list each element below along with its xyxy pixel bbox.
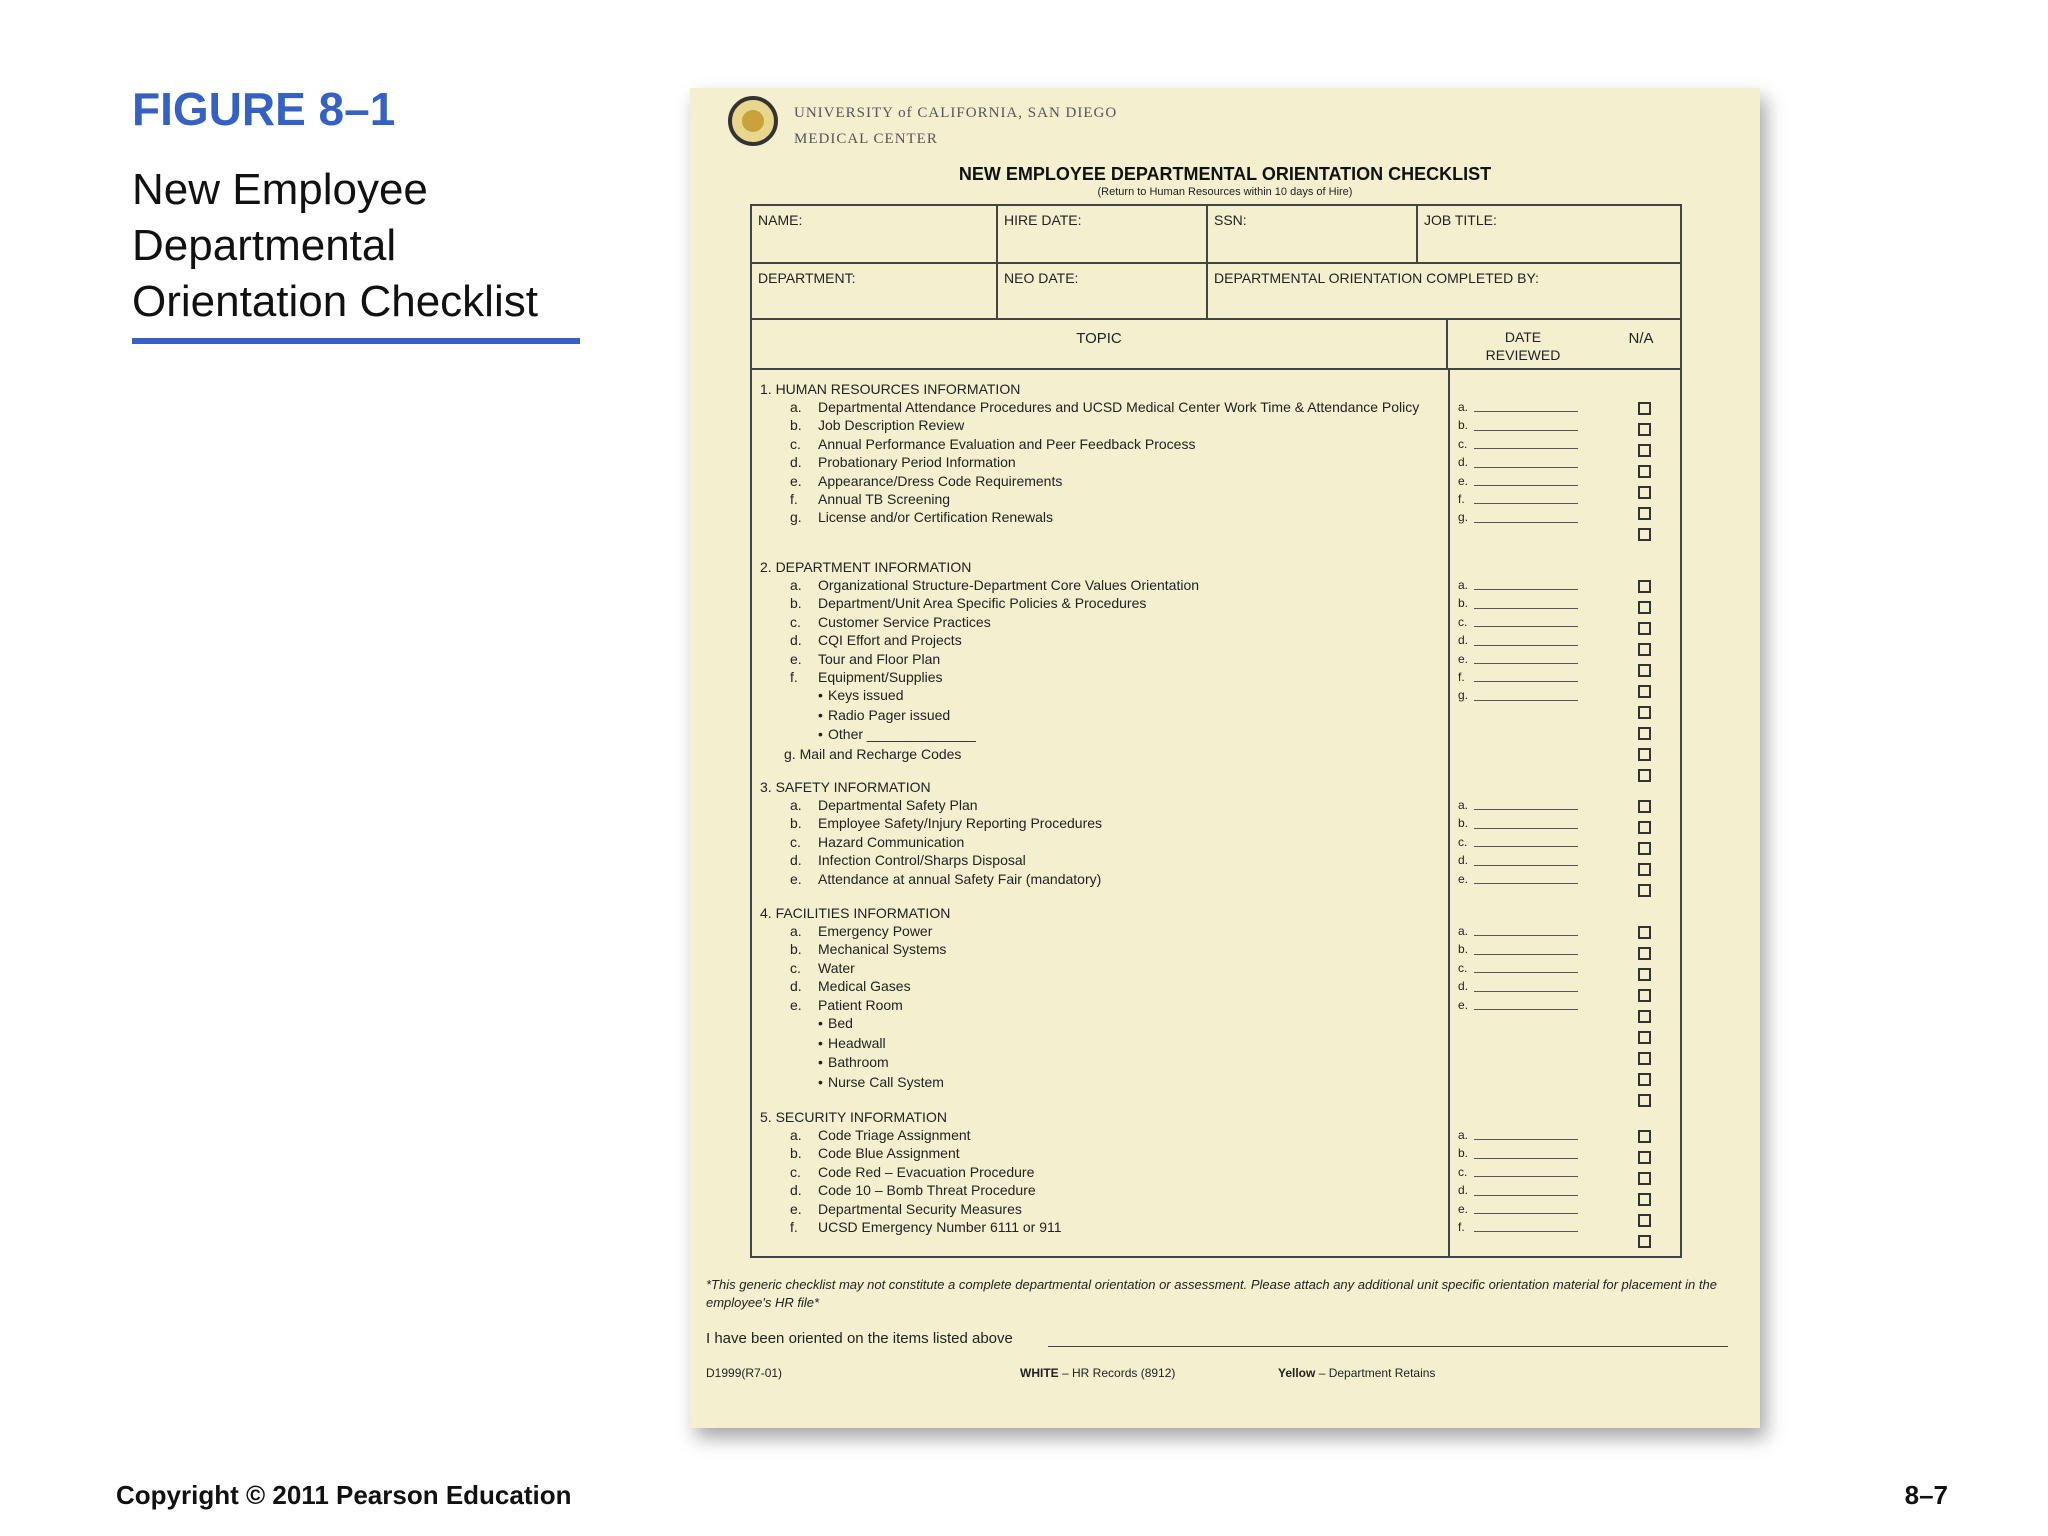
checklist-item [760, 650, 1450, 668]
na-checkbox[interactable] [1638, 444, 1651, 457]
section-title: 5. SECURITY INFORMATION [760, 1109, 947, 1125]
item-letter: a. [790, 399, 802, 415]
item-letter: a. [790, 797, 802, 813]
date-field[interactable] [1458, 594, 1578, 612]
checklist-item [760, 1200, 1450, 1218]
item-text: Equipment/Supplies [818, 669, 943, 686]
date-field[interactable] [1458, 796, 1578, 814]
item-letter: e. [790, 1200, 802, 1217]
title-underline [132, 338, 580, 344]
na-checkboxes [1638, 402, 1652, 549]
sub-item: • Radio Pager issued [760, 706, 1450, 726]
na-checkbox[interactable] [1638, 1052, 1651, 1065]
date-letter: e. [1458, 651, 1469, 666]
date-letter: b. [1458, 1146, 1469, 1161]
date-field[interactable] [1458, 576, 1578, 594]
document-subtitle: (Return to Human Resources within 10 days of Hire) [1097, 186, 1353, 198]
item-text: Code Red – Evacuation Procedure [818, 1163, 1035, 1180]
na-checkbox[interactable] [1638, 664, 1651, 677]
footer-note: *This generic checklist may not constitute a complete departmental orientation or assessment. Please attach any additional unit specific orientation material for placement in the employee's HR file* [706, 1277, 1717, 1310]
item-text: Water [818, 959, 855, 976]
na-checkbox[interactable] [1638, 968, 1651, 981]
date-field[interactable] [1458, 650, 1578, 668]
section-title: 2. DEPARTMENT INFORMATION [760, 559, 972, 575]
date-letter: f. [1458, 669, 1465, 684]
job-title-field[interactable]: JOB TITLE: [1424, 212, 1497, 228]
date-field[interactable] [1458, 472, 1578, 490]
item-text: Departmental Safety Plan [818, 797, 978, 813]
ssn-field[interactable]: SSN: [1208, 206, 1418, 262]
date-reviewed-lines [1458, 922, 1578, 1014]
date-letter: a. [1458, 1128, 1469, 1142]
checklist-document [690, 88, 1760, 1428]
item-text: Attendance at annual Safety Fair (mandatory) [818, 870, 1102, 887]
checklist-section [760, 558, 1450, 763]
item-letter: f. [790, 491, 798, 508]
item-letter: e. [790, 870, 802, 887]
na-checkbox[interactable] [1638, 800, 1651, 813]
na-checkbox[interactable] [1638, 842, 1651, 855]
item-text: Departmental Attendance Procedures and UCSD Medical Center Work Time & Attendance Policy [818, 399, 1420, 415]
item-text: Departmental Security Measures [818, 1200, 1022, 1217]
na-checkbox[interactable] [1638, 1031, 1651, 1044]
neo-date-field[interactable]: NEO DATE: [998, 264, 1208, 318]
checklist-item [760, 398, 1450, 416]
na-checkboxes [1638, 926, 1652, 1115]
checklist-item [760, 796, 1450, 814]
date-letter: d. [1458, 633, 1469, 648]
checklist-item [760, 508, 1450, 526]
date-letter: c. [1458, 614, 1468, 629]
section-title: 4. FACILITIES INFORMATION [760, 905, 951, 921]
checklist-item [760, 940, 1450, 958]
checklist-item [760, 922, 1450, 940]
item-letter: d. [790, 632, 802, 649]
date-field[interactable] [1458, 398, 1578, 416]
item-letter: a. [790, 1127, 802, 1143]
date-letter: e. [1458, 997, 1469, 1012]
sub-item: • Bathroom [760, 1053, 1450, 1073]
checklist-item [760, 613, 1450, 631]
header-row-2 [752, 264, 1680, 320]
item-text: Employee Safety/Injury Reporting Procedures [818, 815, 1103, 832]
item-text: CQI Effort and Projects [818, 632, 962, 649]
item-text: Annual Performance Evaluation and Peer Feedback Process [818, 435, 1196, 452]
checklist-section [760, 778, 1450, 888]
item-text: Code 10 – Bomb Threat Procedure [818, 1182, 1036, 1199]
checklist-item [760, 1181, 1450, 1199]
yellow-text: – Department Retains [1315, 1366, 1436, 1380]
figure-title: New Employee Departmental Orientation Checklist [132, 165, 538, 326]
date-letter: e. [1458, 1201, 1469, 1216]
checklist-item [760, 631, 1450, 649]
na-checkbox[interactable] [1638, 727, 1651, 740]
item-letter: b. [790, 1145, 802, 1162]
sub-item: • Nurse Call System [760, 1073, 1450, 1093]
date-letter: e. [1458, 473, 1469, 488]
checklist-item [760, 416, 1450, 434]
checklist-item [760, 1144, 1450, 1162]
item-text: Infection Control/Sharps Disposal [818, 852, 1026, 869]
na-checkbox[interactable] [1638, 1130, 1651, 1143]
checklist-item [760, 959, 1450, 977]
checklist-item [760, 472, 1450, 490]
date-header-line-2: REVIEWED [1485, 347, 1561, 363]
date-field[interactable] [1458, 1144, 1578, 1162]
item-text: Organizational Structure-Department Core Values Orientation [818, 577, 1200, 593]
na-checkbox[interactable] [1638, 1235, 1651, 1248]
na-checkbox[interactable] [1638, 769, 1651, 782]
date-field[interactable] [1458, 1163, 1578, 1181]
date-field[interactable] [1458, 870, 1578, 888]
date-letter: f. [1458, 1219, 1465, 1234]
na-checkbox[interactable] [1638, 926, 1651, 939]
checklist-item [760, 576, 1450, 594]
hire-date-field[interactable]: HIRE DATE: [998, 206, 1208, 262]
form-code: D1999(R7-01) [706, 1366, 783, 1380]
institution-name [794, 100, 1117, 152]
item-letter: d. [790, 454, 802, 471]
item-letter: c. [790, 435, 801, 452]
column-header-row [752, 320, 1680, 370]
na-checkbox[interactable] [1638, 1193, 1651, 1206]
na-checkbox[interactable] [1638, 507, 1651, 520]
white-label: WHITE [1020, 1366, 1059, 1380]
item-letter: e. [790, 472, 802, 489]
na-checkboxes [1638, 1130, 1652, 1256]
white-text: – HR Records (8912) [1058, 1366, 1176, 1380]
item-text: Patient Room [818, 996, 903, 1013]
date-field[interactable] [1458, 959, 1578, 977]
checklist-item [760, 814, 1450, 832]
date-field[interactable] [1458, 851, 1578, 869]
checklist-item [760, 851, 1450, 869]
na-checkbox[interactable] [1638, 1010, 1651, 1023]
date-letter: b. [1458, 942, 1469, 957]
item-text: Annual TB Screening [818, 491, 951, 508]
checklist-section [760, 380, 1450, 527]
checklist-item [760, 996, 1450, 1014]
checklist-item [760, 870, 1450, 888]
item-letter: d. [790, 978, 802, 995]
item-text: Code Blue Assignment [818, 1145, 960, 1162]
item-text: Hazard Communication [818, 833, 965, 850]
date-field[interactable] [1458, 435, 1578, 453]
date-reviewed-lines [1458, 576, 1578, 705]
item-letter: f. [790, 669, 798, 686]
completed-by-field[interactable]: DEPARTMENTAL ORIENTATION COMPLETED BY: [1214, 270, 1539, 286]
na-checkbox[interactable] [1638, 706, 1651, 719]
date-letter: c. [1458, 436, 1468, 451]
date-field[interactable] [1458, 1218, 1578, 1236]
item-text: Tour and Floor Plan [818, 650, 941, 667]
date-field[interactable] [1458, 686, 1578, 704]
checklist-item [760, 833, 1450, 851]
na-checkbox[interactable] [1638, 1073, 1651, 1086]
name-field[interactable]: NAME: [752, 206, 998, 262]
na-checkbox[interactable] [1638, 1172, 1651, 1185]
item-text: Emergency Power [818, 923, 933, 939]
item-letter: f. [790, 1219, 798, 1236]
date-reviewed-column-header [1448, 320, 1598, 368]
na-checkbox[interactable] [1638, 465, 1651, 478]
section-title: 1. HUMAN RESOURCES INFORMATION [760, 381, 1021, 397]
na-checkbox[interactable] [1638, 748, 1651, 761]
date-field[interactable] [1458, 631, 1578, 649]
item-letter: a. [790, 923, 802, 939]
item-text: License and/or Certification Renewals [818, 509, 1054, 526]
item-text: Department/Unit Area Specific Policies & Procedures [818, 595, 1147, 612]
sub-item: • Other ______________ [760, 725, 1450, 745]
white-copy-note [1020, 1366, 1175, 1380]
checklist-item [760, 453, 1450, 471]
na-checkbox[interactable] [1638, 1094, 1651, 1107]
checklist-form [750, 204, 1682, 1258]
item-text: Code Triage Assignment [818, 1127, 971, 1143]
na-checkbox[interactable] [1638, 884, 1651, 897]
university-seal-icon [728, 96, 778, 146]
na-checkbox[interactable] [1638, 423, 1651, 436]
item-text: Customer Service Practices [818, 613, 991, 630]
checklist-item [760, 1163, 1450, 1181]
date-field[interactable] [1458, 508, 1578, 526]
na-checkbox[interactable] [1638, 622, 1651, 635]
date-field[interactable] [1458, 1181, 1578, 1199]
date-field[interactable] [1458, 940, 1578, 958]
item-letter: c. [790, 959, 801, 976]
date-letter: g. [1458, 688, 1469, 703]
date-letter: b. [1458, 816, 1469, 831]
checklist-section [760, 1108, 1450, 1236]
item-letter: e. [790, 650, 802, 667]
date-reviewed-lines [1458, 1126, 1578, 1236]
checklist-item [760, 668, 1450, 686]
item-text: Medical Gases [818, 978, 911, 995]
item-letter: e. [790, 996, 802, 1013]
na-checkbox[interactable] [1638, 863, 1651, 876]
na-column-header: N/A [1628, 330, 1654, 347]
date-letter: a. [1458, 578, 1469, 592]
na-checkbox[interactable] [1638, 685, 1651, 698]
na-checkbox[interactable] [1638, 528, 1651, 541]
checklist-body [752, 370, 1680, 1256]
date-field[interactable] [1458, 833, 1578, 851]
item-letter: c. [790, 833, 801, 850]
item-letter: c. [790, 613, 801, 630]
document-title: NEW EMPLOYEE DEPARTMENTAL ORIENTATION CHECKLIST [958, 164, 1492, 184]
na-checkbox[interactable] [1638, 1214, 1651, 1227]
item-letter: g. [790, 509, 802, 526]
item-text: Probationary Period Information [818, 454, 1016, 471]
date-letter: c. [1458, 1164, 1468, 1179]
date-field[interactable] [1458, 490, 1578, 508]
date-letter: a. [1458, 924, 1469, 938]
na-checkbox[interactable] [1638, 947, 1651, 960]
item-letter: b. [790, 815, 802, 832]
yellow-label: Yellow [1278, 1366, 1316, 1380]
yellow-copy-note [1278, 1366, 1435, 1380]
item-letter: c. [790, 1163, 801, 1180]
date-field[interactable] [1458, 996, 1578, 1014]
date-reviewed-lines [1458, 796, 1578, 888]
item-text: Appearance/Dress Code Requirements [818, 472, 1063, 489]
date-letter: b. [1458, 596, 1469, 611]
item-letter: a. [790, 577, 802, 593]
date-field[interactable] [1458, 1126, 1578, 1144]
copyright: Copyright © 2011 Pearson Education [116, 1480, 572, 1510]
institution-line-1: UNIVERSITY of CALIFORNIA, SAN DIEGO [794, 105, 1118, 121]
checklist-item [760, 594, 1450, 612]
date-field[interactable] [1458, 977, 1578, 995]
sub-item: • Bed [760, 1014, 1450, 1034]
date-letter: a. [1458, 798, 1469, 812]
checklist-item [760, 1126, 1450, 1144]
na-checkbox[interactable] [1638, 1151, 1651, 1164]
oriented-statement: I have been oriented on the items listed above [706, 1330, 1013, 1347]
date-letter: f. [1458, 491, 1465, 506]
item-text: Job Description Review [818, 417, 965, 434]
date-letter: d. [1458, 1183, 1469, 1198]
date-field[interactable] [1458, 922, 1578, 940]
checklist-item [760, 977, 1450, 995]
checklist-item: g. Mail and Recharge Codes [784, 745, 962, 762]
date-field[interactable] [1458, 668, 1578, 686]
date-field[interactable] [1458, 1200, 1578, 1218]
item-letter: b. [790, 595, 802, 612]
na-checkbox[interactable] [1638, 601, 1651, 614]
checklist-section [760, 904, 1450, 1092]
item-letter: d. [790, 852, 802, 869]
item-letter: b. [790, 417, 802, 434]
item-text: Mechanical Systems [818, 941, 947, 958]
na-checkbox[interactable] [1638, 821, 1651, 834]
date-letter: d. [1458, 979, 1469, 994]
header-row-1 [752, 206, 1680, 264]
date-field[interactable] [1458, 613, 1578, 631]
date-letter: a. [1458, 400, 1469, 414]
date-letter: d. [1458, 455, 1469, 470]
date-letter: b. [1458, 418, 1469, 433]
date-reviewed-lines [1458, 398, 1578, 527]
item-letter: d. [790, 1182, 802, 1199]
date-letter: c. [1458, 834, 1468, 849]
na-checkbox[interactable] [1638, 580, 1651, 593]
date-field[interactable] [1458, 814, 1578, 832]
date-letter: g. [1458, 510, 1469, 525]
date-header-line-1: DATE [1504, 329, 1542, 345]
date-field[interactable] [1458, 416, 1578, 434]
item-text: UCSD Emergency Number 6111 or 911 [818, 1219, 1062, 1236]
topic-column-header: TOPIC [752, 320, 1448, 368]
date-letter: e. [1458, 871, 1469, 886]
page-number: 8–7 [1904, 1480, 1948, 1510]
checklist-item [760, 435, 1450, 453]
na-checkbox[interactable] [1638, 643, 1651, 656]
date-letter: c. [1458, 960, 1468, 975]
na-checkbox[interactable] [1638, 402, 1651, 415]
sub-item: • Keys issued [760, 686, 1450, 706]
na-checkbox[interactable] [1638, 989, 1651, 1002]
item-letter: b. [790, 941, 802, 958]
checklist-item [760, 1218, 1450, 1236]
department-field[interactable]: DEPARTMENT: [752, 264, 998, 318]
checklist-item [760, 490, 1450, 508]
date-letter: d. [1458, 853, 1469, 868]
date-field[interactable] [1458, 453, 1578, 471]
sub-item: • Headwall [760, 1034, 1450, 1054]
na-checkboxes [1638, 580, 1652, 790]
institution-line-2: MEDICAL CENTER [794, 131, 938, 147]
na-checkbox[interactable] [1638, 486, 1651, 499]
section-title: 3. SAFETY INFORMATION [760, 779, 931, 795]
figure-label: FIGURE 8–1 [132, 83, 396, 135]
na-checkboxes [1638, 800, 1652, 905]
signature-line[interactable] [1048, 1346, 1728, 1347]
